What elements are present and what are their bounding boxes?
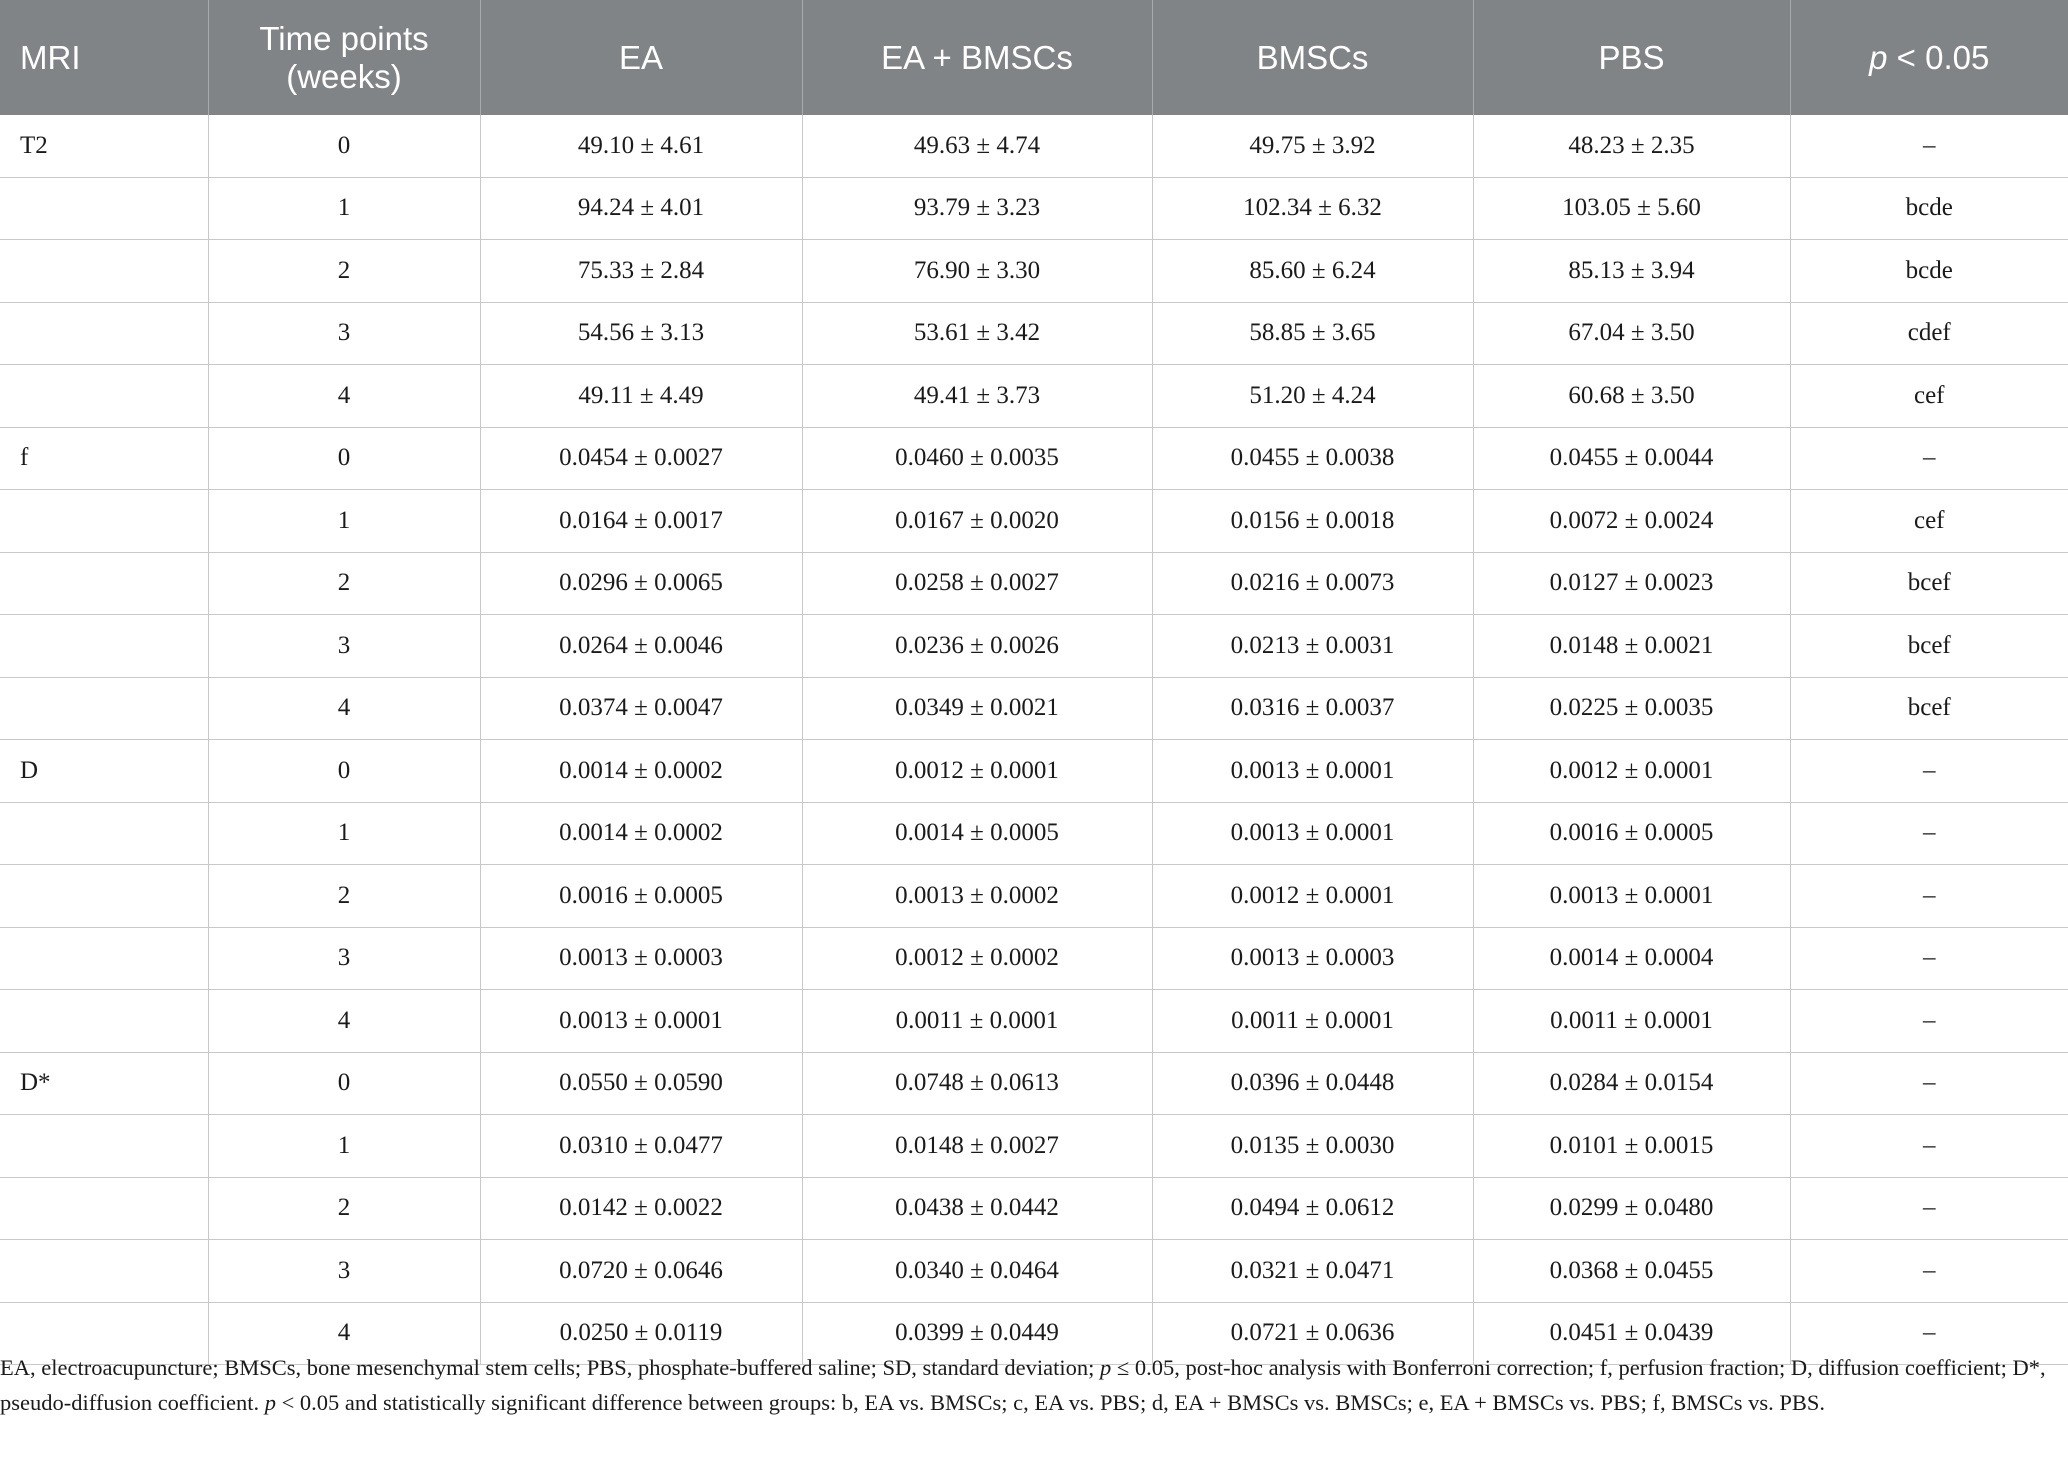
table-row xyxy=(0,490,2068,553)
cell-time: 0 xyxy=(208,1052,480,1115)
cell-bmscs: 0.0455 ± 0.0038 xyxy=(1152,427,1473,490)
cell-time: 4 xyxy=(208,990,480,1053)
cell-ea-bmscs: 0.0012 ± 0.0001 xyxy=(802,740,1152,803)
header-time-points xyxy=(208,0,480,115)
cell-significance: bcde xyxy=(1790,177,2068,240)
cell-significance: – xyxy=(1790,1115,2068,1178)
cell-mri xyxy=(0,1177,208,1240)
header-time-line1: Time points xyxy=(259,19,429,57)
cell-mri xyxy=(0,677,208,740)
table-row xyxy=(0,865,2068,928)
cell-pbs: 0.0284 ± 0.0154 xyxy=(1473,1052,1790,1115)
cell-ea-bmscs: 0.0340 ± 0.0464 xyxy=(802,1240,1152,1303)
cell-bmscs: 0.0321 ± 0.0471 xyxy=(1152,1240,1473,1303)
cell-ea: 94.24 ± 4.01 xyxy=(480,177,802,240)
cell-pbs: 0.0299 ± 0.0480 xyxy=(1473,1177,1790,1240)
header-p-rest: < 0.05 xyxy=(1887,38,1990,76)
cell-significance: – xyxy=(1790,927,2068,990)
cell-bmscs: 0.0721 ± 0.0636 xyxy=(1152,1302,1473,1365)
cell-mri: D* xyxy=(0,1052,208,1115)
cell-ea-bmscs: 0.0148 ± 0.0027 xyxy=(802,1115,1152,1178)
cell-ea: 0.0454 ± 0.0027 xyxy=(480,427,802,490)
cell-ea: 0.0310 ± 0.0477 xyxy=(480,1115,802,1178)
cell-time: 2 xyxy=(208,552,480,615)
cell-time: 0 xyxy=(208,115,480,177)
cell-significance: bcef xyxy=(1790,552,2068,615)
cell-ea-bmscs: 0.0258 ± 0.0027 xyxy=(802,552,1152,615)
cell-bmscs: 49.75 ± 3.92 xyxy=(1152,115,1473,177)
cell-ea-bmscs: 0.0011 ± 0.0001 xyxy=(802,990,1152,1053)
cell-bmscs: 0.0396 ± 0.0448 xyxy=(1152,1052,1473,1115)
cell-significance: cef xyxy=(1790,365,2068,428)
cell-bmscs: 0.0135 ± 0.0030 xyxy=(1152,1115,1473,1178)
cell-pbs: 0.0014 ± 0.0004 xyxy=(1473,927,1790,990)
cell-significance: cef xyxy=(1790,490,2068,553)
cell-ea-bmscs: 53.61 ± 3.42 xyxy=(802,302,1152,365)
cell-pbs: 0.0072 ± 0.0024 xyxy=(1473,490,1790,553)
cell-pbs: 67.04 ± 3.50 xyxy=(1473,302,1790,365)
header-p-value xyxy=(1790,0,2068,115)
header-mri: MRI xyxy=(0,0,208,115)
cell-mri: T2 xyxy=(0,115,208,177)
footnote-p-symbol-2: p xyxy=(264,1390,276,1415)
cell-ea-bmscs: 49.63 ± 4.74 xyxy=(802,115,1152,177)
cell-pbs: 0.0012 ± 0.0001 xyxy=(1473,740,1790,803)
cell-bmscs: 0.0494 ± 0.0612 xyxy=(1152,1177,1473,1240)
cell-bmscs: 58.85 ± 3.65 xyxy=(1152,302,1473,365)
cell-bmscs: 0.0012 ± 0.0001 xyxy=(1152,865,1473,928)
cell-pbs: 0.0368 ± 0.0455 xyxy=(1473,1240,1790,1303)
cell-time: 0 xyxy=(208,427,480,490)
cell-pbs: 48.23 ± 2.35 xyxy=(1473,115,1790,177)
cell-ea: 0.0014 ± 0.0002 xyxy=(480,740,802,803)
cell-mri: f xyxy=(0,427,208,490)
cell-bmscs: 51.20 ± 4.24 xyxy=(1152,365,1473,428)
cell-mri xyxy=(0,615,208,678)
header-ea: EA xyxy=(480,0,802,115)
table-row xyxy=(0,115,2068,177)
table-row xyxy=(0,427,2068,490)
cell-bmscs: 0.0013 ± 0.0003 xyxy=(1152,927,1473,990)
cell-ea-bmscs: 0.0460 ± 0.0035 xyxy=(802,427,1152,490)
table-row xyxy=(0,552,2068,615)
cell-mri xyxy=(0,990,208,1053)
cell-time: 1 xyxy=(208,177,480,240)
cell-ea: 0.0550 ± 0.0590 xyxy=(480,1052,802,1115)
cell-significance: – xyxy=(1790,1177,2068,1240)
cell-time: 3 xyxy=(208,927,480,990)
cell-pbs: 85.13 ± 3.94 xyxy=(1473,240,1790,303)
cell-ea-bmscs: 0.0013 ± 0.0002 xyxy=(802,865,1152,928)
cell-bmscs: 0.0013 ± 0.0001 xyxy=(1152,802,1473,865)
cell-pbs: 0.0148 ± 0.0021 xyxy=(1473,615,1790,678)
table-row xyxy=(0,990,2068,1053)
cell-mri xyxy=(0,240,208,303)
header-pbs: PBS xyxy=(1473,0,1790,115)
table-row xyxy=(0,927,2068,990)
cell-time: 4 xyxy=(208,1302,480,1365)
table-row xyxy=(0,740,2068,803)
cell-ea: 49.11 ± 4.49 xyxy=(480,365,802,428)
cell-significance: – xyxy=(1790,1052,2068,1115)
table-header xyxy=(0,0,2068,115)
cell-significance: bcef xyxy=(1790,615,2068,678)
cell-pbs: 60.68 ± 3.50 xyxy=(1473,365,1790,428)
cell-significance: – xyxy=(1790,1302,2068,1365)
cell-ea-bmscs: 0.0014 ± 0.0005 xyxy=(802,802,1152,865)
cell-significance: – xyxy=(1790,427,2068,490)
cell-time: 3 xyxy=(208,1240,480,1303)
cell-ea-bmscs: 49.41 ± 3.73 xyxy=(802,365,1152,428)
cell-pbs: 103.05 ± 5.60 xyxy=(1473,177,1790,240)
cell-pbs: 0.0455 ± 0.0044 xyxy=(1473,427,1790,490)
cell-ea-bmscs: 0.0349 ± 0.0021 xyxy=(802,677,1152,740)
cell-pbs: 0.0101 ± 0.0015 xyxy=(1473,1115,1790,1178)
footnote-part3: < 0.05 and statistically significant difference between groups: b, EA vs. BMSCs; c, EA vs. PBS; d, EA + BMSCs vs. BMSCs; e, EA + BMSCs vs. PBS; f, BMSCs vs. PBS. xyxy=(275,1390,1826,1415)
cell-ea-bmscs: 76.90 ± 3.30 xyxy=(802,240,1152,303)
table-row xyxy=(0,677,2068,740)
cell-time: 4 xyxy=(208,677,480,740)
cell-ea-bmscs: 0.0167 ± 0.0020 xyxy=(802,490,1152,553)
header-bmscs: BMSCs xyxy=(1152,0,1473,115)
cell-significance: cdef xyxy=(1790,302,2068,365)
cell-ea-bmscs: 0.0438 ± 0.0442 xyxy=(802,1177,1152,1240)
header-time-line2: (weeks) xyxy=(286,57,402,95)
cell-mri xyxy=(0,177,208,240)
table-row xyxy=(0,1052,2068,1115)
cell-bmscs: 0.0316 ± 0.0037 xyxy=(1152,677,1473,740)
header-p-italic: p xyxy=(1869,38,1888,76)
header-ea-bmscs: EA + BMSCs xyxy=(802,0,1152,115)
cell-bmscs: 0.0213 ± 0.0031 xyxy=(1152,615,1473,678)
cell-pbs: 0.0127 ± 0.0023 xyxy=(1473,552,1790,615)
cell-bmscs: 0.0011 ± 0.0001 xyxy=(1152,990,1473,1053)
cell-bmscs: 0.0156 ± 0.0018 xyxy=(1152,490,1473,553)
table-row xyxy=(0,302,2068,365)
cell-ea: 0.0164 ± 0.0017 xyxy=(480,490,802,553)
cell-bmscs: 102.34 ± 6.32 xyxy=(1152,177,1473,240)
cell-significance: – xyxy=(1790,740,2068,803)
cell-ea-bmscs: 0.0399 ± 0.0449 xyxy=(802,1302,1152,1365)
table-row xyxy=(0,1240,2068,1303)
cell-ea: 0.0296 ± 0.0065 xyxy=(480,552,802,615)
cell-mri xyxy=(0,1115,208,1178)
cell-pbs: 0.0225 ± 0.0035 xyxy=(1473,677,1790,740)
table-row xyxy=(0,177,2068,240)
cell-ea: 54.56 ± 3.13 xyxy=(480,302,802,365)
cell-mri xyxy=(0,802,208,865)
cell-significance: – xyxy=(1790,802,2068,865)
cell-time: 1 xyxy=(208,490,480,553)
cell-significance: – xyxy=(1790,990,2068,1053)
cell-ea: 0.0016 ± 0.0005 xyxy=(480,865,802,928)
cell-ea: 0.0142 ± 0.0022 xyxy=(480,1177,802,1240)
table-row xyxy=(0,1115,2068,1178)
cell-mri xyxy=(0,865,208,928)
header-row xyxy=(0,0,2068,115)
cell-ea: 0.0250 ± 0.0119 xyxy=(480,1302,802,1365)
cell-time: 0 xyxy=(208,740,480,803)
table-row xyxy=(0,615,2068,678)
footnote-part1: EA, electroacupuncture; BMSCs, bone mesenchymal stem cells; PBS, phosphate-buffered saline; SD, standard deviation; xyxy=(0,1355,1100,1380)
cell-time: 3 xyxy=(208,302,480,365)
cell-mri xyxy=(0,927,208,990)
cell-mri xyxy=(0,365,208,428)
table-row xyxy=(0,240,2068,303)
cell-significance: – xyxy=(1790,1240,2068,1303)
cell-bmscs: 85.60 ± 6.24 xyxy=(1152,240,1473,303)
table-footnote xyxy=(0,1350,2050,1420)
cell-time: 2 xyxy=(208,1177,480,1240)
cell-time: 3 xyxy=(208,615,480,678)
cell-bmscs: 0.0216 ± 0.0073 xyxy=(1152,552,1473,615)
cell-significance: bcef xyxy=(1790,677,2068,740)
cell-ea: 0.0014 ± 0.0002 xyxy=(480,802,802,865)
cell-ea-bmscs: 0.0748 ± 0.0613 xyxy=(802,1052,1152,1115)
cell-pbs: 0.0013 ± 0.0001 xyxy=(1473,865,1790,928)
cell-pbs: 0.0016 ± 0.0005 xyxy=(1473,802,1790,865)
cell-mri xyxy=(0,552,208,615)
cell-ea: 49.10 ± 4.61 xyxy=(480,115,802,177)
cell-ea-bmscs: 0.0236 ± 0.0026 xyxy=(802,615,1152,678)
cell-significance: – xyxy=(1790,115,2068,177)
cell-time: 2 xyxy=(208,240,480,303)
cell-mri xyxy=(0,302,208,365)
cell-mri xyxy=(0,1240,208,1303)
cell-mri: D xyxy=(0,740,208,803)
footnote-p-symbol-1: p xyxy=(1099,1355,1112,1380)
footnote-part2: ≤ 0.05, post-hoc analysis with Bonferroni correction; f, perfusion fraction; D, diffusion coefficient; D*, pseudo-diffusion coefficient. xyxy=(0,1355,2046,1415)
cell-ea: 0.0013 ± 0.0003 xyxy=(480,927,802,990)
cell-pbs: 0.0451 ± 0.0439 xyxy=(1473,1302,1790,1365)
cell-pbs: 0.0011 ± 0.0001 xyxy=(1473,990,1790,1053)
cell-time: 2 xyxy=(208,865,480,928)
table-row xyxy=(0,802,2068,865)
cell-time: 4 xyxy=(208,365,480,428)
table-body xyxy=(0,115,2068,1365)
cell-time: 1 xyxy=(208,802,480,865)
cell-mri xyxy=(0,490,208,553)
cell-bmscs: 0.0013 ± 0.0001 xyxy=(1152,740,1473,803)
cell-ea: 0.0013 ± 0.0001 xyxy=(480,990,802,1053)
cell-ea: 75.33 ± 2.84 xyxy=(480,240,802,303)
cell-ea-bmscs: 93.79 ± 3.23 xyxy=(802,177,1152,240)
cell-ea: 0.0374 ± 0.0047 xyxy=(480,677,802,740)
cell-time: 1 xyxy=(208,1115,480,1178)
cell-significance: bcde xyxy=(1790,240,2068,303)
cell-ea-bmscs: 0.0012 ± 0.0002 xyxy=(802,927,1152,990)
table-row xyxy=(0,1177,2068,1240)
cell-ea: 0.0264 ± 0.0046 xyxy=(480,615,802,678)
table-row xyxy=(0,365,2068,428)
cell-ea: 0.0720 ± 0.0646 xyxy=(480,1240,802,1303)
cell-significance: – xyxy=(1790,865,2068,928)
